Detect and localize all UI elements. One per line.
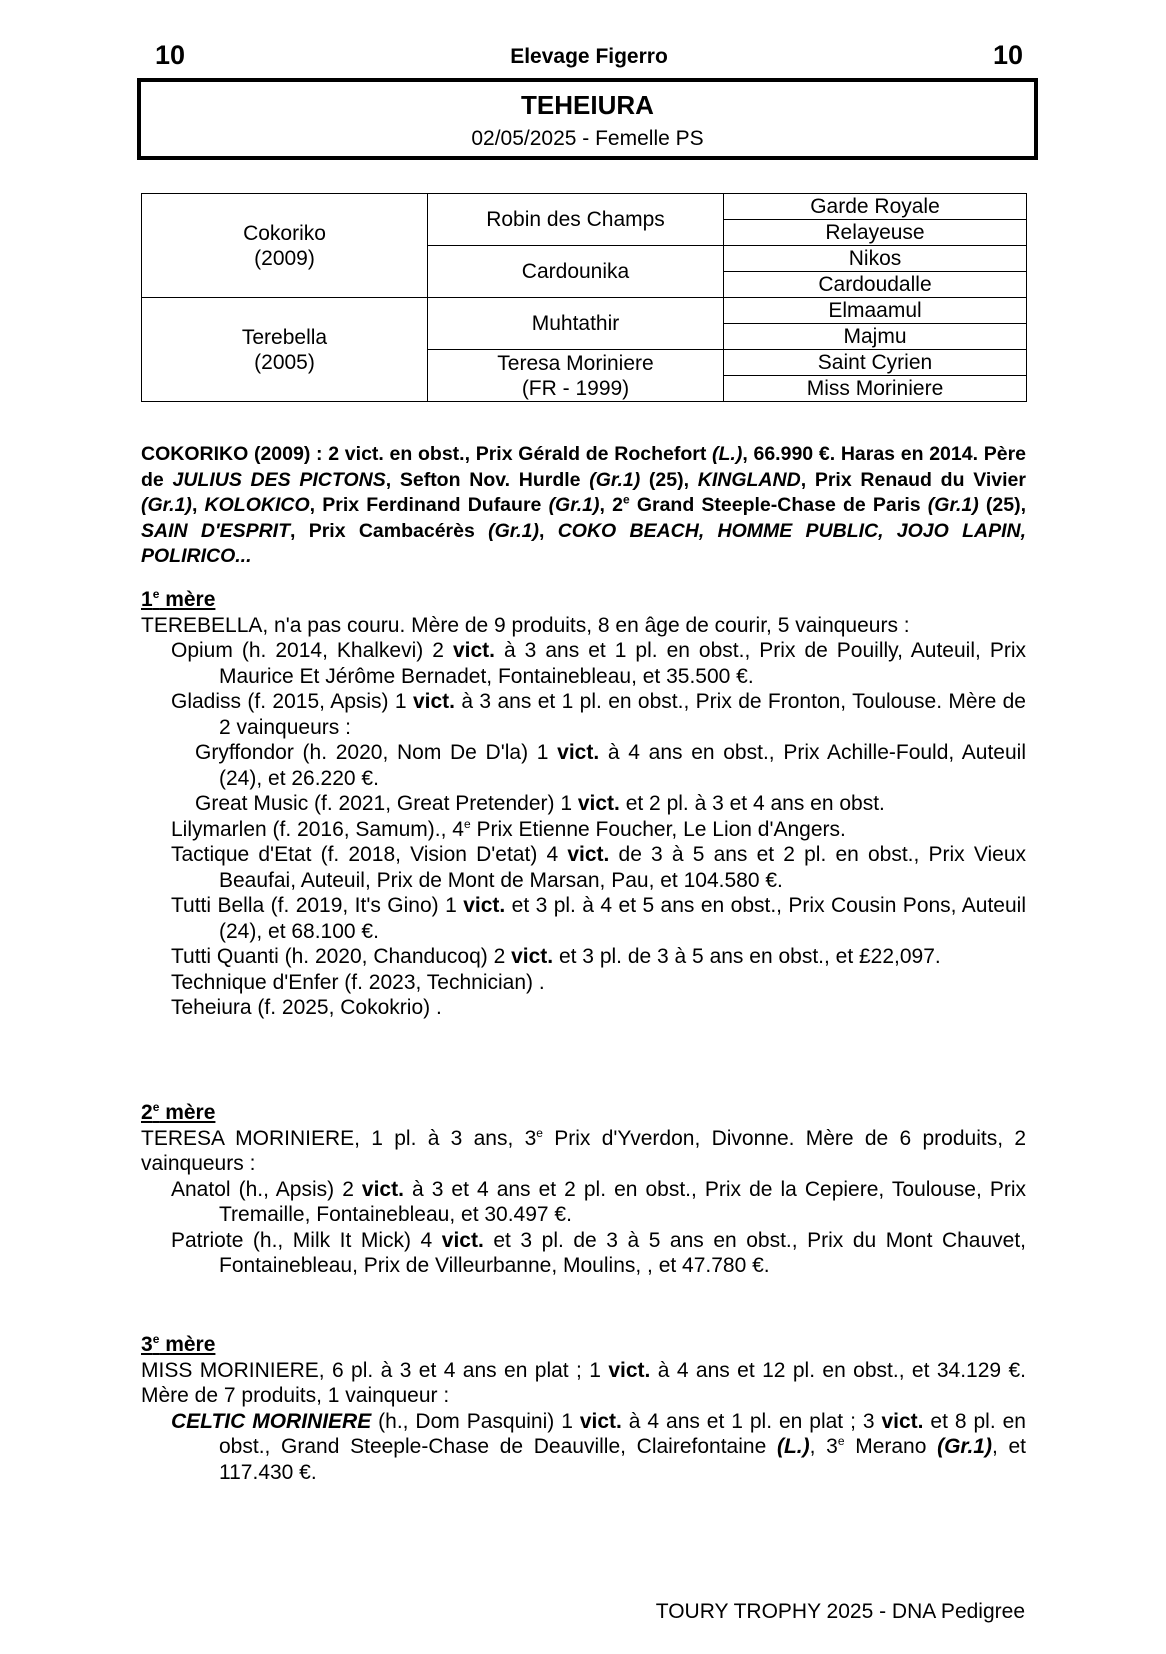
ggs-cell: Elmaamul <box>724 298 1027 324</box>
dam-intro: MISS MORINIERE, 6 pl. à 3 et 4 ans en plat ; 1 vict. à 4 ans et 12 pl. en obst., et 34.129 €. Mère de 7 produits, 1 vainqueur : <box>141 1358 1026 1407</box>
produce-entry: Tutti Bella (f. 2019, It's Gino) 1 vict. et 3 pl. à 4 et 5 ans en obst., Prix Cousin Pons, Auteuil (24), et 68.100 €. <box>171 894 1026 943</box>
produce-subentry: Great Music (f. 2021, Great Pretender) 1 vict. et 2 pl. à 3 et 4 ans en obst. <box>195 792 885 815</box>
sire-sire-cell: Robin des Champs <box>428 194 724 246</box>
sire-description: COKORIKO (2009) : 2 vict. en obst., Prix Gérald de Rochefort (L.), 66.990 €. Haras en 2014. Père de JULIUS DES PICTONS, Sefton Nov. Hurdle (Gr.1) (25), KINGLAND, Prix Renaud du Vivier (Gr.1), KOLOKICO, Prix Ferdinand Dufaure (Gr.1), 2e Grand Steeple-Chase de Paris (Gr.1) (25), SAIN D'ESPRIT, Prix Cambacérès (Gr.1), COKO BEACH, HOMME PUBLIC, JOJO LAPIN, POLIRICO... <box>141 443 1027 567</box>
produce-entry: Anatol (h., Apsis) 2 vict. à 3 et 4 ans et 2 pl. en obst., Prix de la Cepiere, Toulouse, Prix Tremaille, Fontainebleau, et 30.497 €. <box>171 1177 1027 1226</box>
second-dam-section <box>141 1100 1026 1279</box>
dam-intro: TEREBELLA, n'a pas couru. Mère de 9 produits, 8 en âge de courir, 5 vainqueurs : <box>141 613 910 637</box>
ggs-cell: Miss Moriniere <box>724 376 1027 402</box>
produce-entry: Technique d'Enfer (f. 2023, Technician) . <box>171 970 545 994</box>
ggs-cell: Majmu <box>724 324 1027 350</box>
ggs-cell: Relayeuse <box>724 220 1027 246</box>
sire-name: Cokoriko <box>243 221 326 245</box>
dam-year: (2005) <box>254 350 315 374</box>
dam-intro: TERESA MORINIERE, 1 pl. à 3 ans, 3e Prix d'Yverdon, Divonne. Mère de 6 produits, 2 vainqueurs : <box>141 1125 1026 1175</box>
sire-cell <box>142 194 428 298</box>
breeder-name: Elevage Figerro <box>510 45 668 68</box>
lot-number-left: 10 <box>155 40 186 70</box>
ggs-cell: Garde Royale <box>724 194 1027 220</box>
section-heading: 3e mère <box>141 1332 216 1356</box>
produce-entry: Opium (h. 2014, Khalkevi) 2 vict. à 3 ans et 1 pl. en obst., Prix de Pouilly, Auteuil, Prix Maurice Et Jérôme Bernadet, Fontainebleau, et 35.500 €. <box>171 639 1026 688</box>
horse-subtitle: 02/05/2025 - Femelle PS <box>471 127 704 150</box>
dam-dam-cell <box>428 350 724 402</box>
produce-entry: Tactique d'Etat (f. 2018, Vision D'etat) 4 vict. de 3 à 5 ans et 2 pl. en obst., Prix Vieux Beaufai, Auteuil, Prix de Mont de Marsan, Pau, et 104.580 €. <box>171 843 1026 892</box>
ggs-cell: Cardoudalle <box>724 272 1027 298</box>
ggs-cell: Saint Cyrien <box>724 350 1027 376</box>
dam-name: Terebella <box>241 325 328 349</box>
dam-cell <box>142 298 428 402</box>
produce-subentry: Gryffondor (h. 2020, Nom De D'la) 1 vict. à 4 ans en obst., Prix Achille-Fould, Auteuil (24), et 26.220 €. <box>195 741 1026 790</box>
section-heading: 1e mère <box>141 587 216 611</box>
page-footer: TOURY TROPHY 2025 - DNA Pedigree <box>655 1600 1025 1623</box>
section-heading: 2e mère <box>141 1100 216 1124</box>
produce-entry: Tutti Quanti (h. 2020, Chanducoq) 2 vict. et 3 pl. de 3 à 5 ans en obst., et £22,097. <box>171 945 941 968</box>
produce-entry: Patriote (h., Milk It Mick) 4 vict. et 3 pl. de 3 à 5 ans en obst., Prix du Mont Chauvet, Fontainebleau, Prix de Villeurbanne, Moulins, , et 47.780 €. <box>171 1228 1027 1277</box>
sire-year: (2009) <box>254 246 315 270</box>
third-dam-section <box>141 1332 1026 1485</box>
produce-entry: Lilymarlen (f. 2016, Samum)., 4e Prix Etienne Foucher, Le Lion d'Angers. <box>171 816 846 841</box>
lot-number-right: 10 <box>992 40 1023 70</box>
sire-dam-cell: Cardounika <box>428 246 724 298</box>
dam-sire-cell: Muhtathir <box>428 298 724 350</box>
horse-name: TEHEIURA <box>521 90 654 120</box>
pedigree-table <box>141 193 1027 402</box>
ggs-cell: Nikos <box>724 246 1027 272</box>
dam-dam-name: Teresa Moriniere <box>497 351 654 375</box>
page-header <box>155 40 1023 70</box>
title-box <box>137 78 1038 160</box>
produce-entry: Teheiura (f. 2025, Cokokrio) . <box>171 996 442 1019</box>
first-dam-section <box>141 587 1026 1021</box>
produce-entry: CELTIC MORINIERE (h., Dom Pasquini) 1 vict. à 4 ans et 1 pl. en plat ; 3 vict. et 8 pl. en obst., Grand Steeple-Chase de Deauville, Clairefontaine (L.), 3e Merano (Gr.1), et 117.430 €. <box>171 1409 1027 1484</box>
dam-dam-origin: (FR - 1999) <box>521 376 630 400</box>
produce-entry: Gladiss (f. 2015, Apsis) 1 vict. à 3 ans et 1 pl. en obst., Prix de Fronton, Toulouse. Mère de 2 vainqueurs : <box>171 690 1026 739</box>
